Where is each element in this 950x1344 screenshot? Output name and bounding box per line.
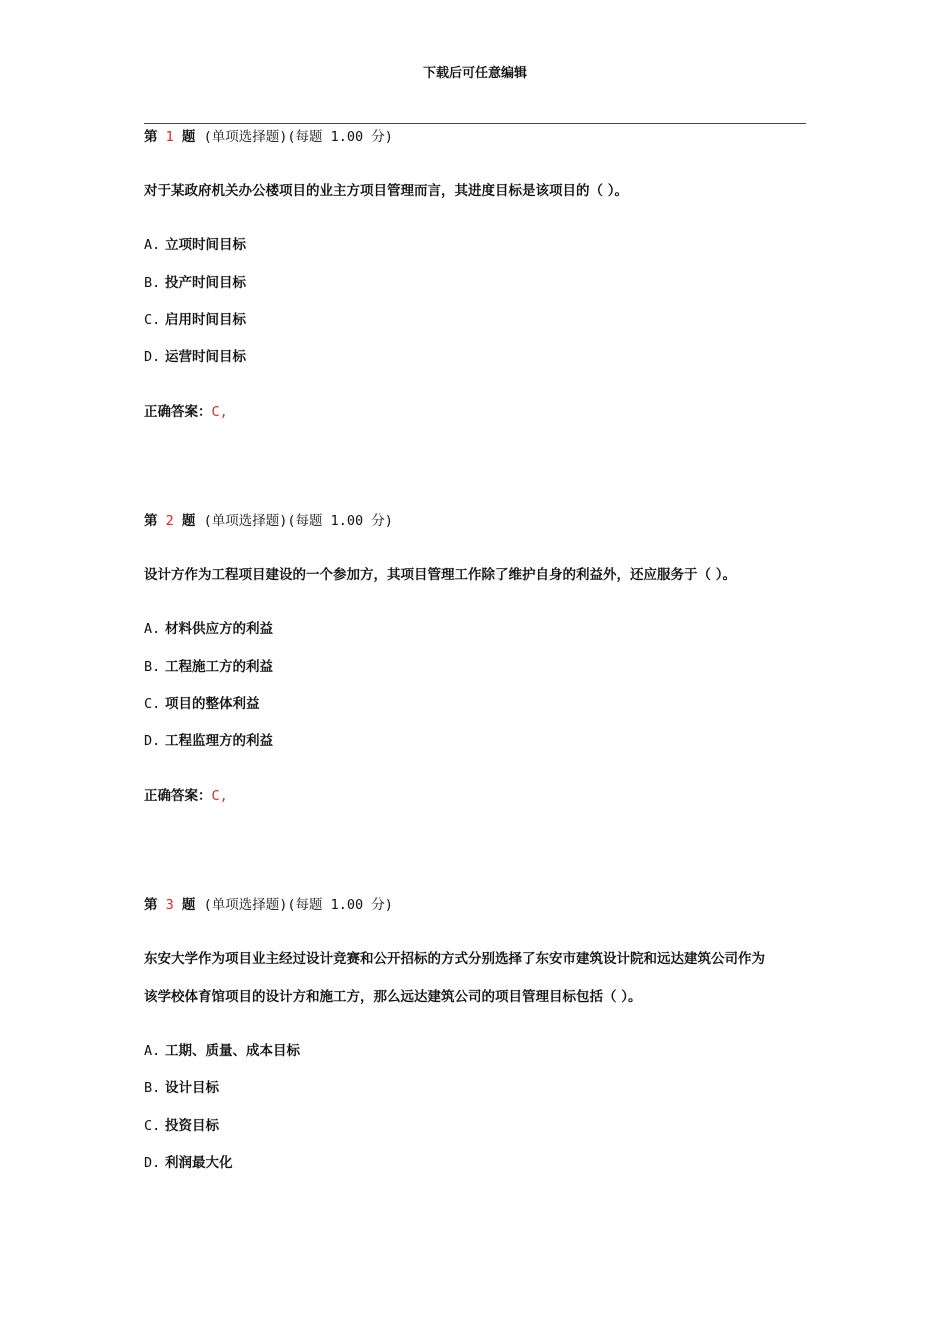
option-text: 材料供应方的利益 xyxy=(164,621,273,637)
option-key: D. xyxy=(144,733,161,749)
answer-line xyxy=(144,786,228,806)
option-text: 项目的整体利益 xyxy=(164,696,260,712)
question-prefix: 第 xyxy=(144,129,158,145)
option-text: 设计目标 xyxy=(164,1080,219,1096)
option-key: B. xyxy=(144,1080,161,1096)
option-key: C. xyxy=(144,312,161,328)
question-suffix: 题 xyxy=(181,897,196,913)
option-a xyxy=(144,619,273,639)
answer-label: 正确答案： xyxy=(144,788,212,804)
option-text: 利润最大化 xyxy=(164,1155,233,1171)
option-key: A. xyxy=(144,1043,161,1059)
question-number: 2 xyxy=(165,513,174,529)
answer-line xyxy=(144,402,228,422)
question-meta: (单项选择题)(每题 1.00 分) xyxy=(203,129,393,145)
option-b xyxy=(144,273,246,293)
question-suffix: 题 xyxy=(181,513,196,529)
header-rule xyxy=(144,123,806,124)
option-a xyxy=(144,235,246,255)
option-key: A. xyxy=(144,237,161,253)
option-b xyxy=(144,1078,219,1098)
answer-label: 正确答案： xyxy=(144,404,212,420)
option-key: C. xyxy=(144,1118,161,1134)
question-stem: 对于某政府机关办公楼项目的业主方项目管理而言，其进度目标是该项目的（ ）。 xyxy=(144,183,628,199)
question-heading xyxy=(144,895,393,915)
answer-value: C, xyxy=(211,788,228,804)
question-meta: (单项选择题)(每题 1.00 分) xyxy=(203,513,393,529)
option-c xyxy=(144,694,259,714)
option-b xyxy=(144,657,273,677)
question-prefix: 第 xyxy=(144,513,158,529)
option-a xyxy=(144,1041,300,1061)
answer-value: C, xyxy=(211,404,228,420)
option-key: C. xyxy=(144,696,161,712)
page-header: 下载后可任意编辑 xyxy=(422,66,527,81)
option-text: 立项时间目标 xyxy=(164,237,246,253)
option-key: B. xyxy=(144,275,161,291)
option-c xyxy=(144,310,246,330)
question-prefix: 第 xyxy=(144,897,158,913)
question-number: 1 xyxy=(165,129,174,145)
option-text: 投产时间目标 xyxy=(164,275,246,291)
option-d xyxy=(144,731,273,751)
question-stem: 设计方作为工程项目建设的一个参加方，其项目管理工作除了维护自身的利益外，还应服务于（ ）。 xyxy=(144,567,736,583)
question-suffix: 题 xyxy=(181,129,196,145)
question-stem: 东安大学作为项目业主经过设计竞赛和公开招标的方式分别选择了东安市建筑设计院和远达建筑公司作为 xyxy=(144,951,765,967)
option-text: 工程监理方的利益 xyxy=(164,733,273,749)
option-text: 工期、质量、成本目标 xyxy=(164,1043,300,1059)
option-text: 工程施工方的利益 xyxy=(164,659,273,675)
question-heading xyxy=(144,127,393,147)
question-meta: (单项选择题)(每题 1.00 分) xyxy=(203,897,393,913)
option-c xyxy=(144,1116,219,1136)
option-text: 投资目标 xyxy=(164,1118,219,1134)
question-number: 3 xyxy=(165,897,174,913)
option-d xyxy=(144,1153,232,1173)
question-stem-continued: 该学校体育馆项目的设计方和施工方，那么远达建筑公司的项目管理目标包括（ ）。 xyxy=(144,989,642,1005)
option-key: A. xyxy=(144,621,161,637)
option-key: D. xyxy=(144,1155,161,1171)
option-key: D. xyxy=(144,349,161,365)
option-d xyxy=(144,347,246,367)
option-text: 运营时间目标 xyxy=(164,349,246,365)
option-text: 启用时间目标 xyxy=(164,312,246,328)
option-key: B. xyxy=(144,659,161,675)
question-heading xyxy=(144,511,393,531)
